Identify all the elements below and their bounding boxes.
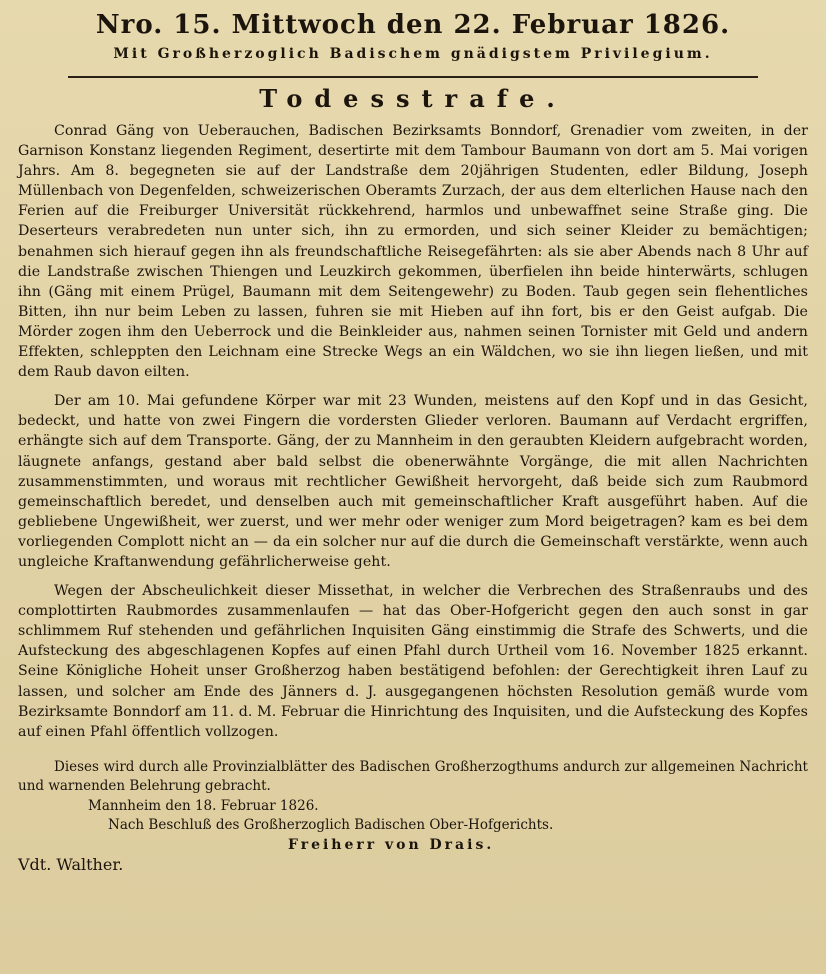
place-date: Mannheim den 18. Februar 1826. <box>88 797 319 814</box>
notice-text: Dieses wird durch alle Provinzialblätter des Badischen Großherzogthums andurch zur allgemeinen Nachricht und warnenden Belehrung gebracht. <box>18 758 808 795</box>
article-paragraph: Der am 10. Mai gefundene Körper war mit 23 Wunden, meistens auf den Kopf und in das Gesicht, bedeckt, und hatte von zwei Fingern die vordersten Glieder verloren. Baumann auf Verdacht ergriffen, erhängte sich auf dem Transporte. Gäng, der zu Mannheim in den geraubten Kleidern aufgebracht worden, läugnete anfangs, gestand aber bald selbst die obenerwähnte Vorgänge, die mit allen Nachrichten zusammenstimmten, und woraus mit rechtlicher Gewißheit hervorgeht, daß beide sich zum Raubmord gemeinschaftlich beredet, und denselben auch mit gemeinschaftlicher Kraft ausgeführt haben. Auf die gebliebene Ungewißheit, wer zuerst, und wer mehr oder weniger zum Mord beigetragen? kam es bei dem vorliegenden Complott nicht an — da ein solcher nur auf die durch die Gemeinschaft verstärkte, wenn auch ungleiche Kraftanwendung gefährlicherweise geht. <box>18 393 808 570</box>
article-headline: Todesstrafe. <box>259 84 567 113</box>
article-body <box>18 121 808 742</box>
article-paragraph: Wegen der Abscheulichkeit dieser Missethat, in welcher die Verbrechen des Straßenraubs und des complottirten Raubmordes zusammenlaufen — hat das Ober-Hofgericht gegen den auch sonst in gar schlimmem Ruf stehenden und gefährlichen Inquisiten Gäng einstimmig die Strafe des Schwerts, und die Aufsteckung des abgeschlagenen Kopfes auf einen Pfahl durch Urtheil vom 16. November 1825 erkannt. Seine Königliche Hoheit unser Großherzog haben bestätigend befohlen: der Gerechtigkeit ihren Lauf zu lassen, und solcher am Ende des Jänners d. J. ausgegangenen höchsten Resolution gemäß wurde vom Bezirksamte Bonndorf am 11. d. M. Februar die Hinrichtung des Inquisiten, und die Aufsteckung des Kopfes auf einen Pfahl öffentlich vollzogen. <box>18 583 808 740</box>
resolution-line: Nach Beschluß des Großherzoglich Badischen Ober-Hofgerichts. <box>108 817 554 834</box>
countersignature: Vdt. Walther. <box>18 855 124 875</box>
article-paragraph: Conrad Gäng von Ueberauchen, Badischen Bezirksamts Bonndorf, Grenadier vom zweiten, in der Garnison Konstanz liegenden Regiment, desertirte mit dem Tambour Baumann von dort am 5. Mai vorigen Jahrs. Am 8. begegneten sie auf der Landstraße dem 20jährigen Studenten, edler Bildung, Joseph Müllenbach von Degenfelden, schweizerischen Oberamts Zurzach, der aus dem elterlichen Hause nach den Ferien auf die Freiburger Universität rückkehrend, harmlos und unbewaffnet seine Straße ging. Die Deserteurs verabredeten nun unter sich, ihn zu ermorden, und sich seiner Kleider zu bemächtigen; benahmen sich hierauf gegen ihn als freundschaftliche Reisegefährten: als sie aber Abends nach 8 Uhr auf die Landstraße zwischen Thiengen und Leuzkirch gekommen, überfielen ihn beide hinterwärts, schlugen ihn (Gäng mit einem Prügel, Baumann mit dem Seitengewehr) zu Boden. Taub gegen sein flehentliches Bitten, ihn nur beim Leben zu lassen, fuhren sie mit Hieben auf ihn fort, bis er den Geist aufgab. Die Mörder zogen ihm den Ueberrock und die Beinkleider aus, nahmen seinen Tornister mit Geld und andern Effekten, schleppten den Leichnam eine Strecke Wegs an ein Wäldchen, wo sie ihn liegen ließen, und mit dem Raub davon eilten. <box>18 123 808 381</box>
header-divider <box>68 76 758 78</box>
signer-name: Freiherr von Drais. <box>288 836 495 853</box>
official-notice <box>18 758 808 856</box>
privilege-line: Mit Großherzoglich Badischem gnädigstem Privilegium. <box>113 46 713 62</box>
issue-heading: Nro. 15. Mittwoch den 22. Februar 1826. <box>95 10 731 40</box>
